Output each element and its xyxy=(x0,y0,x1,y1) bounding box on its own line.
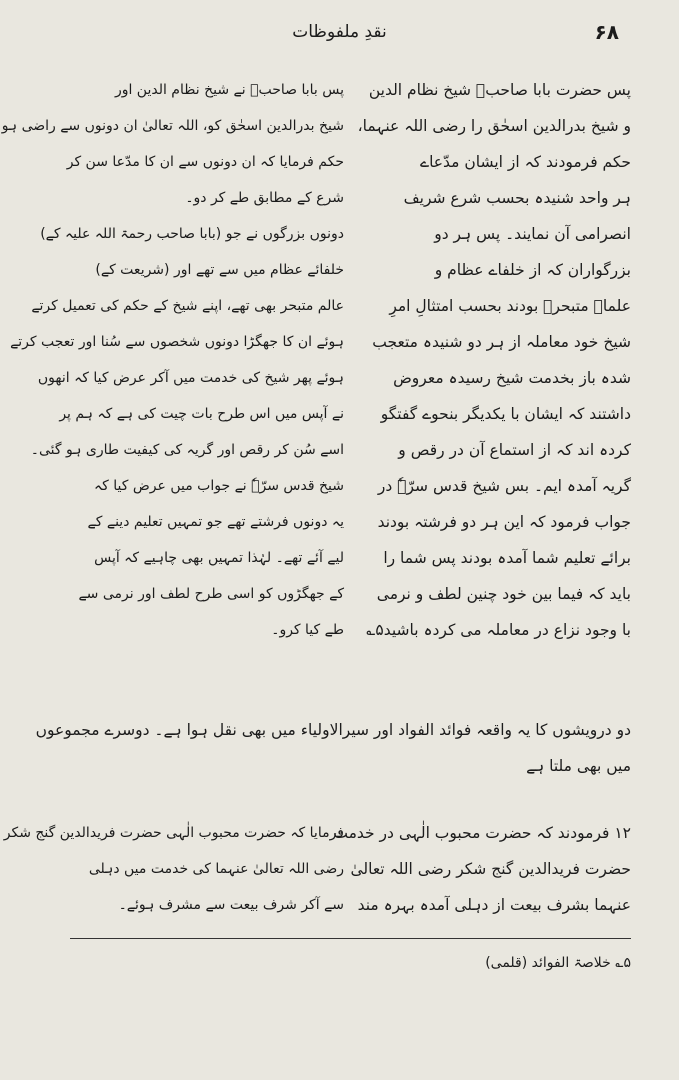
text-line: جواب فرمود کہ این ہر دو فرشتہ بودند xyxy=(377,513,631,531)
footnote: ۵؎ خلاصۃ الفوائد (قلمی) xyxy=(485,955,631,971)
page-header xyxy=(60,20,619,52)
text-line: و شیخ بدرالدین اسحٰق را رضی اللہ عنہما، xyxy=(357,117,631,135)
text-line: لیے آئے تھے۔ لہٰذا تمہیں بھی چاہیے کہ آپس xyxy=(94,550,344,566)
text-line: حضرت فریدالدین گنج شکر رضی اللہ تعالیٰ xyxy=(350,860,631,878)
text-line: یہ دونوں فرشتے تھے جو تمہیں تعلیم دینے کے xyxy=(87,514,344,530)
text-line: خلفائے عظام میں سے تھے اور (شریعت کے) xyxy=(95,262,344,278)
text-line: شیخ بدرالدین اسحٰق کو، اللہ تعالیٰ ان دونوں سے راضی ہو xyxy=(1,118,344,134)
text-line: برائے تعلیم شما آمدہ بودند پس شما را xyxy=(383,549,631,567)
text-line: دونوں بزرگوں نے جو (بابا صاحب رحمۃ اللہ علیہ کے) xyxy=(40,226,344,242)
urdu-column xyxy=(1,72,344,648)
text-line: سے آکر شرف بیعت سے مشرف ہوئے۔ xyxy=(118,897,344,913)
text-line: ۱۲ فرمودند کہ حضرت محبوب الٰہی در خدمت xyxy=(333,824,631,842)
text-line: انصرامی آن نمایند۔ پس ہر دو xyxy=(434,225,631,243)
persian-column-lower xyxy=(333,815,631,923)
page-number: ۶۸ xyxy=(594,20,619,44)
text-line: فرمایا کہ حضرت محبوب الٰہی حضرت فریدالدین گنج شکر xyxy=(3,825,344,841)
text-line: اسے سُن کر رقص اور گریہ کی کیفیت طاری ہو گئی۔ xyxy=(30,442,344,458)
text-line: طے کیا کرو۔ xyxy=(271,622,344,638)
text-line: شیخ خود معاملہ از ہر دو شنیدہ متعجب xyxy=(372,333,631,351)
text-line: ہر واحد شنیدہ بحسب شرع شریف xyxy=(403,189,631,207)
text-line: رضی اللہ تعالیٰ عنہما کی خدمت میں دہلی xyxy=(88,861,344,877)
full-width-paragraph xyxy=(35,712,631,784)
text-line: پس حضرت بابا صاحبؒ شیخ نظام الدین xyxy=(368,81,631,99)
text-line: دو درویشوں کا یہ واقعہ فوائد الفواد اور سیرالاولیاء میں بھی نقل ہوا ہے۔ دوسرے مجموعوں xyxy=(35,721,631,739)
text-line: گریہ آمدہ ایم۔ بس شیخ قدس سرّہٗ در xyxy=(377,477,631,495)
text-line: عنہما بشرف بیعت از دہلی آمدہ بہرہ مند xyxy=(357,896,631,914)
text-line: نے آپس میں اس طرح بات چیت کی ہے کہ ہم پر xyxy=(59,406,344,422)
text-line: بزرگواران کہ از خلفاے عظام و xyxy=(434,261,631,279)
persian-column xyxy=(357,72,631,648)
text-line: حکم فرمودند کہ از ایشان مدّعاے xyxy=(419,153,631,171)
text-line: کے جھگڑوں کو اسی طرح لطف اور نرمی سے xyxy=(78,586,344,602)
text-line: داشتند کہ ایشان با یکدیگر بنحوے گفتگو xyxy=(380,405,631,423)
text-line: شدہ باز بخدمت شیخ رسیدہ معروض xyxy=(393,369,631,387)
text-line: پس بابا صاحبؒ نے شیخ نظام الدین اور xyxy=(114,82,344,98)
text-line: علماے متبحرؔ بودند بحسب امتثالِ امرِ xyxy=(389,297,631,315)
urdu-column-lower xyxy=(3,815,344,923)
footnote-divider xyxy=(70,938,631,939)
text-line: شیخ قدس سرّہٗ نے جواب میں عرض کیا کہ xyxy=(93,478,344,494)
text-line: ہوئے ان کا جھگڑا دونوں شخصوں سے سُنا اور تعجب کرتے xyxy=(10,334,344,350)
text-line: ہوئے پھر شیخ کی خدمت میں آکر عرض کیا کہ انھوں xyxy=(37,370,344,386)
text-line: کردہ اند کہ از استماع آن در رقص و xyxy=(398,441,631,459)
text-line: با وجود نزاع در معاملہ می کردہ باشید۵؎ xyxy=(366,621,631,639)
running-title: نقدِ ملفوظات xyxy=(292,22,387,42)
text-line: عالم متبحر بھی تھے، اپنے شیخ کے حکم کی تعمیل کرتے xyxy=(31,298,344,314)
text-line: میں بھی ملتا ہے xyxy=(526,757,631,775)
text-line: باید کہ فیما بین خود چنین لطف و نرمی xyxy=(376,585,631,603)
text-line: حکم فرمایا کہ ان دونوں سے ان کا مدّعا سن کر xyxy=(66,154,344,170)
text-line: شرع کے مطابق طے کر دو۔ xyxy=(185,190,344,206)
